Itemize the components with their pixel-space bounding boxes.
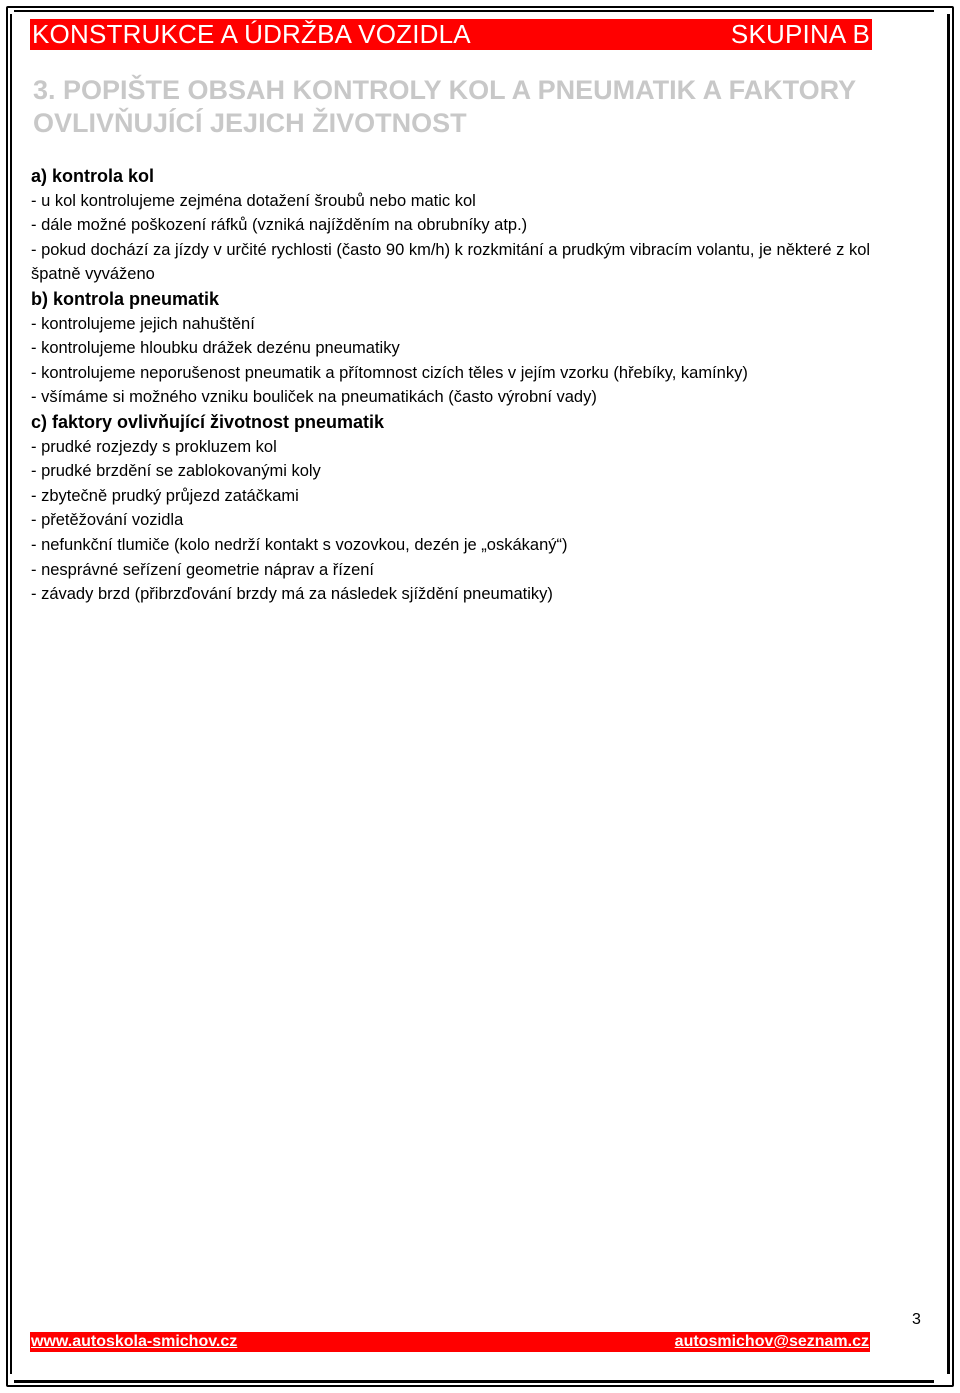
list-item: - závady brzd (přibrzďování brzdy má za následek sjíždění pneumatiky) xyxy=(31,585,553,604)
border-line-bottom xyxy=(14,1380,934,1383)
border-line-right xyxy=(947,14,950,1374)
list-item: - zbytečně prudký průjezd zatáčkami xyxy=(31,486,299,505)
list-item: - nesprávné seřízení geometrie náprav a řízení xyxy=(31,560,375,579)
list-item: - přetěžování vozidla xyxy=(31,511,184,530)
heading-wheel-check: a) kontrola kol xyxy=(31,166,155,186)
list-item: - všímáme si možného vzniku bouliček na pneumatikách (často výrobní vady) xyxy=(31,388,597,407)
list-item: - dále možné poškození ráfků (vzniká najížděním na obrubníky atp.) xyxy=(31,216,528,235)
footer-bar xyxy=(30,1332,870,1352)
header-group: SKUPINA B xyxy=(730,19,870,49)
list-item: - prudké rozjezdy s prokluzem kol xyxy=(31,437,277,456)
page-number: 3 xyxy=(912,1311,921,1328)
heading-tire-check: b) kontrola pneumatik xyxy=(31,288,220,309)
document-body xyxy=(31,164,921,607)
list-item: - prudké brzdění se zablokovanými koly xyxy=(31,462,321,481)
border-line-top xyxy=(14,10,934,12)
border-line-left xyxy=(10,14,12,1374)
list-item: - nefunkční tlumiče (kolo nedrží kontakt s vozovkou, dezén je „oskákaný“) xyxy=(31,535,568,554)
list-item: - kontrolujeme hloubku drážek dezénu pneumatiky xyxy=(31,339,400,358)
list-item: - pokud dochází za jízdy v určité rychlosti (často 90 km/h) k rozkmitání a prudkým vibracím volantu, je některé z kol špatně vyváženo xyxy=(31,240,871,284)
list-item: - u kol kontrolujeme zejména dotažení šroubů nebo matic kol xyxy=(31,191,476,210)
email-link[interactable]: autosmichov@seznam.cz xyxy=(674,1333,869,1350)
header-title: KONSTRUKCE A ÚDRŽBA VOZIDLA xyxy=(32,19,471,49)
website-link[interactable]: www.autoskola-smichov.cz xyxy=(31,1333,238,1350)
list-item: - kontrolujeme neporušenost pneumatik a přítomnost cizích těles v jejím vzorku (hřebíky, kamínky) xyxy=(31,363,748,382)
section-title: 3. POPIŠTE OBSAH KONTROLY KOL A PNEUMATIK A FAKTORY OVLIVŇUJÍCÍ JEJICH ŽIVOTNOST xyxy=(33,75,856,138)
header-bar xyxy=(30,19,872,50)
heading-tire-lifespan-factors: c) faktory ovlivňující životnost pneumatik xyxy=(31,411,385,432)
list-item: - kontrolujeme jejich nahuštění xyxy=(31,314,255,333)
